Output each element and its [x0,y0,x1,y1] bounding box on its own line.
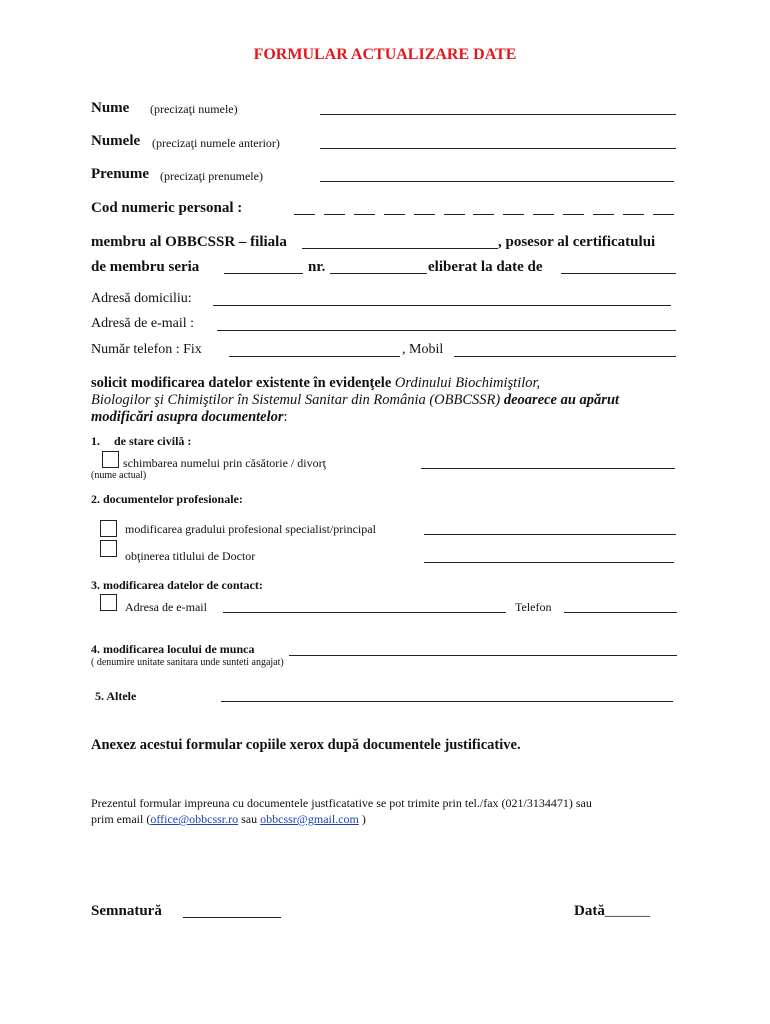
numele-field[interactable] [320,148,676,149]
solicit-ital-b: Biologilor şi Chimiştilor în Sistemul Sanitar din România (OBBCSSR) [91,392,501,408]
sec2-field1[interactable] [424,534,676,535]
sec1-option: schimbarea numelui prin căsătorie / divorţ [123,456,326,470]
telefon-fix-label: Număr telefon : Fix [91,342,202,357]
cnp-digit-slot[interactable] [503,214,524,215]
nr-field[interactable] [330,273,427,274]
solicit-bold-a: solicit modificarea datelor existente în evidenţele [91,375,392,391]
nr-label: nr. [308,259,326,275]
cnp-digit-slot[interactable] [473,214,494,215]
sec4-note: ( denumire unitate sanitara unde sunteti angajat) [91,657,284,668]
footer-text-1: Prezentul formular impreuna cu documentele justficatative se pot trimite prin tel./fax (021/3134471) sau [91,796,592,810]
sec2-field2[interactable] [424,562,674,563]
prenume-field[interactable] [320,181,674,182]
footer-text-2b: sau [238,812,261,826]
footer-text-2a: prim email ( [91,812,151,826]
sec3-telefon-label: Telefon [515,600,552,614]
form-title: FORMULAR ACTUALIZARE DATE [253,46,517,63]
solicit-colon: : [283,409,288,425]
cnp-digit-slot[interactable] [593,214,614,215]
prenume-label: Prenume [91,166,150,182]
cnp-digit-slot[interactable] [563,214,584,215]
sec2-checkbox-2[interactable] [100,540,117,557]
cnp-digit-slot[interactable] [294,214,315,215]
sec1-note: (nume actual) [91,470,147,481]
sec5-field[interactable] [221,701,673,702]
nume-label: Nume [91,100,130,116]
eliberat-label: eliberat la date de [428,259,543,275]
nume-field[interactable] [320,114,676,115]
solicit-ital-a: Ordinului Biochimiştilor, [391,375,541,391]
sec1-checkbox[interactable] [102,451,119,468]
cnp-digit-slot[interactable] [384,214,405,215]
sec1-field[interactable] [421,468,675,469]
numele-label: Numele [91,133,141,149]
sec4-title: 4. modificarea locului de munca [91,642,255,656]
mobil-label: , Mobil [402,342,444,357]
cnp-digit-slot[interactable] [324,214,345,215]
sec2-option1: modificarea gradului profesional specialist/principal [125,522,376,536]
footer-text-2c: ) [358,812,366,826]
email-field[interactable] [217,330,676,331]
cnp-digit-slot[interactable] [623,214,644,215]
posesor-label: , posesor al certificatului [498,234,656,250]
prenume-hint: (precizaţi prenumele) [160,169,263,183]
solicit-line2 [91,392,619,409]
data-field[interactable]: ______ [604,903,650,919]
cnp-digit-slot[interactable] [414,214,435,215]
cnp-digit-slot[interactable] [653,214,674,215]
seria-label: de membru seria [91,259,200,275]
data-label [574,903,650,920]
sec1-num: 1. [91,434,100,448]
filiala-field[interactable] [302,248,498,249]
sec2-checkbox-1[interactable] [100,520,117,537]
sec3-telefon-field[interactable] [564,612,677,613]
sec3-checkbox[interactable] [100,594,117,611]
solicit-bold-ital-c: modificări asupra documentelor [91,409,284,425]
solicit-bold-b: deoarece au apărut [500,392,620,408]
eliberat-field[interactable] [561,273,676,274]
membru-filiala-label: membru al OBBCSSR – filiala [91,234,287,250]
mobil-field[interactable] [454,356,676,357]
cnp-label: Cod numeric personal : [91,200,243,216]
cnp-digit-slot[interactable] [444,214,465,215]
numele-hint: (precizaţi numele anterior) [152,136,280,150]
adresa-field[interactable] [213,305,671,306]
anexez-text: Anexez acestui formular copiile xerox după documentele justificative. [91,737,521,753]
sec1-title: de stare civilă : [114,434,192,448]
semnatura-label: Semnatură [91,903,162,919]
footer-text-2 [91,812,366,827]
cnp-digit-slot[interactable] [533,214,554,215]
email-link-gmail[interactable]: obbcssr@gmail.com [260,812,359,826]
semnatura-field[interactable] [183,917,281,918]
sec3-title: 3. modificarea datelor de contact: [91,578,263,592]
sec2-title: 2. documentelor profesionale: [91,492,243,506]
email-label: Adresă de e-mail : [91,316,195,331]
adresa-label: Adresă domiciliu: [91,291,192,306]
sec5-title: 5. Altele [95,689,137,703]
solicit-line1 [91,375,540,392]
seria-field[interactable] [224,273,303,274]
email-link-office[interactable]: office@obbcssr.ro [150,812,239,826]
solicit-line3 [91,409,288,426]
sec4-field[interactable] [289,655,677,656]
sec3-email-label: Adresa de e-mail [125,600,207,614]
sec3-email-field[interactable] [223,612,506,613]
nume-hint: (precizaţi numele) [150,102,238,116]
data-label-text: Dată [574,903,605,919]
telefon-fix-field[interactable] [229,356,400,357]
sec2-option2: obţinerea titlului de Doctor [125,549,256,563]
cnp-digit-slot[interactable] [354,214,375,215]
